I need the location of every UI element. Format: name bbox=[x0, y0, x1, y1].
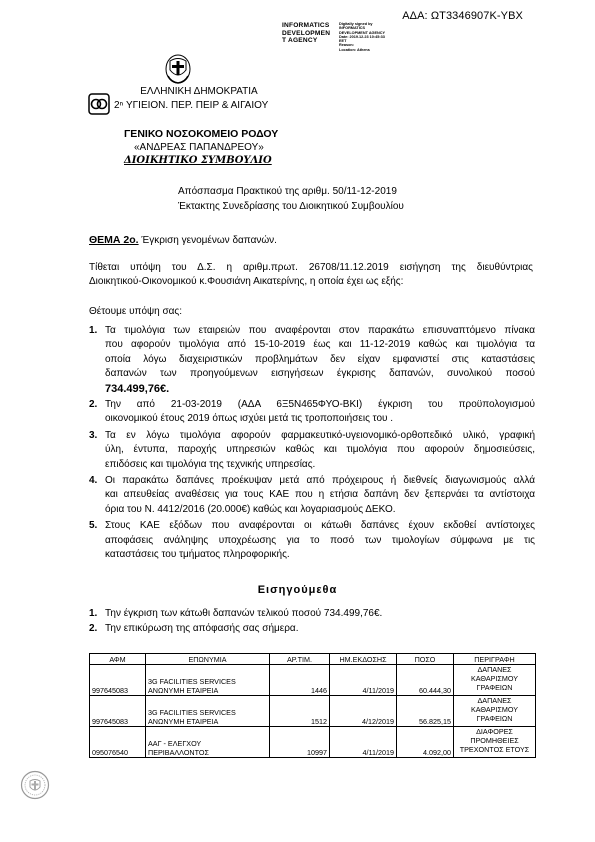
cell-invoice: 10997 bbox=[270, 727, 330, 758]
ada-code: ΑΔΑ: ΩΤ3346907Κ-ΥΒΧ bbox=[402, 10, 523, 22]
agency-name-line: T AGENCY bbox=[282, 37, 318, 45]
item-line: επιδόσεις και τιμολόγια της τεχνικής υπηρεσίας. bbox=[105, 458, 316, 470]
item-number: 2. bbox=[89, 399, 98, 411]
findings-list bbox=[89, 324, 535, 565]
name-line: ΑΝΩΝΥΜΗ ΕΤΑΙΡΕΙΑ bbox=[148, 686, 219, 695]
item-line: οποία λόγω διαχειριστικών προβλημάτων δεν είχαν εμφανιστεί στις καταστάσεις bbox=[105, 353, 535, 365]
item-line: Στους ΚΑΕ εξόδων που αναφέρονται οι κάτωθι δαπάνες έχουν εκδοθεί αντίστοιχες bbox=[105, 520, 535, 532]
column-header: ΕΠΩΝΥΜΙΑ bbox=[146, 654, 270, 665]
table-header-row bbox=[90, 654, 536, 665]
agency-name-line: INFORMATICS bbox=[282, 22, 330, 29]
name-line: ΑΑΓ - ΕΛΕΓΧΟΥ bbox=[148, 739, 202, 748]
cell-description bbox=[454, 727, 536, 758]
hospital-subtitle: «ΑΝΔΡΕΑΣ ΠΑΠΑΝΔΡΕΟΥ» bbox=[134, 142, 264, 153]
list-item bbox=[89, 519, 535, 562]
cell-afm: 997645083 bbox=[90, 696, 146, 727]
agency-name-line: DEVELOPMEN bbox=[282, 29, 331, 37]
subject bbox=[89, 234, 277, 246]
signature-line: Reason: bbox=[339, 43, 354, 48]
list-item bbox=[89, 429, 535, 472]
name-line: ΠΕΡΙΒΑΛΛΟΝΤΟΣ bbox=[148, 748, 209, 757]
desc-line: ΔΙΑΦΟΡΕΣ bbox=[476, 727, 513, 736]
health-region: 2ⁿ ΥΓΙΕΙΟΝ. ΠΕΡ. ΠΕΙΡ & ΑΙΓΑΙΟΥ bbox=[114, 100, 269, 111]
cell-name bbox=[146, 665, 270, 696]
desc-line: ΔΑΠΑΝΕΣ bbox=[477, 665, 512, 674]
name-line: 3G FACILITIES SERVICES bbox=[148, 677, 236, 686]
intro-line: Τίθεται υπόψη του Δ.Σ. η αριθμ.πρωτ. 26708/11.12.2019 εισήγηση της διευθύντριας bbox=[89, 262, 533, 273]
stamp-seal-icon bbox=[20, 770, 50, 800]
item-line: και απευθείας αναθέσεις για τους ΚΑΕ που η ετήσια δαπάνη δεν ξεπερνάει τα αντίστοιχα bbox=[105, 489, 535, 501]
list-item bbox=[89, 324, 535, 396]
desc-line: ΠΡΟΜΗΘΕΙΕΣ bbox=[470, 736, 519, 745]
item-number: 3. bbox=[89, 429, 98, 441]
cell-amount: 56.825,15 bbox=[397, 696, 454, 727]
item-number: 5. bbox=[89, 520, 98, 532]
column-header: ΗΜ.ΕΚΔΟΣΗΣ bbox=[330, 654, 397, 665]
item-line: δαπανών των προηγούμενων εισηγήσεων έγκρισης δαπανών, συνολικού ποσού bbox=[105, 368, 535, 380]
excerpt-line-2: Έκτακτης Συνεδρίασης του Διοικητικού Συμβουλίου bbox=[178, 201, 404, 212]
item-line: ύλη, έντυπα, παροχής υπηρεσιών καθώς και τιμολόγια που αφορούν δημοσιεύσεις, bbox=[105, 444, 535, 456]
item-line: οικονομικού έτους 2019 όπως ισχύει μετά τις τροποποιήσεις του . bbox=[105, 413, 394, 425]
item-number: 2. bbox=[89, 623, 98, 634]
desc-line: ΤΡΕΧΟΝΤΟΣ ΕΤΟΥΣ bbox=[459, 745, 530, 754]
cell-invoice: 1446 bbox=[270, 665, 330, 696]
item-line: όρια του Ν. 4412/2016 (20.000€) καθώς και λογαριασμούς ΔΕΚΟ. bbox=[105, 503, 396, 515]
propose-text: Θέτουμε υπόψη σας: bbox=[89, 306, 183, 317]
desc-line: ΚΑΘΑΡΙΣΜΟΥ bbox=[470, 705, 519, 714]
recommendation-text: Την έγκριση των κάτωθι δαπανών τελικού ποσού 734.499,76€. bbox=[105, 608, 383, 619]
subject-text: Έγκριση γενομένων δαπανών. bbox=[138, 235, 277, 246]
table-row bbox=[90, 727, 536, 758]
column-header: ΑΡ.ΤΙΜ. bbox=[270, 654, 330, 665]
cell-name bbox=[146, 696, 270, 727]
column-header: ΠΕΡΙΓΡΑΦΗ bbox=[454, 654, 536, 665]
total-amount: 734.499,76€. bbox=[105, 382, 170, 395]
signature-line: EET bbox=[339, 39, 347, 44]
cell-date: 4/11/2019 bbox=[330, 665, 397, 696]
item-number: 4. bbox=[89, 475, 98, 487]
item-number: 1. bbox=[89, 608, 98, 619]
expenses-table bbox=[89, 653, 536, 758]
desc-line: ΓΡΑΦΕΙΩΝ bbox=[476, 714, 513, 723]
name-line: 3G FACILITIES SERVICES bbox=[148, 708, 236, 717]
item-number: 1. bbox=[89, 325, 98, 336]
signature-line: Location: Athens bbox=[339, 47, 370, 52]
signature-line: DEVELOPMENT AGENCY bbox=[339, 30, 386, 35]
hospital-name: ΓΕΝΙΚΟ ΝΟΣΟΚΟΜΕΙΟ ΡΟΔΟΥ bbox=[124, 128, 279, 140]
column-header: ΠΟΣΟ bbox=[397, 654, 454, 665]
table-row bbox=[90, 665, 536, 696]
cell-description bbox=[454, 665, 536, 696]
board-title: ΔΙΟΙΚΗΤΙΚΟ ΣΥΜΒΟΥΛΙΟ bbox=[124, 155, 272, 166]
desc-line: ΚΑΘΑΡΙΣΜΟΥ bbox=[470, 674, 519, 683]
health-region-logo-icon bbox=[88, 93, 110, 115]
recommendation-item bbox=[89, 606, 535, 621]
desc-line: ΓΡΑΦΕΙΩΝ bbox=[476, 683, 513, 692]
excerpt-line-1: Απόσπασμα Πρακτικού της αριθμ. 50/11-12-2019 bbox=[178, 186, 397, 197]
recommendation-item bbox=[89, 621, 535, 636]
cell-afm: 997645083 bbox=[90, 665, 146, 696]
cell-invoice: 1512 bbox=[270, 696, 330, 727]
cell-name bbox=[146, 727, 270, 758]
desc-line: ΔΑΠΑΝΕΣ bbox=[477, 696, 512, 705]
item-line: καταστάσεις του τμήματος πληροφορικής. bbox=[105, 549, 290, 561]
greek-emblem-icon bbox=[165, 52, 191, 84]
republic-title: ΕΛΛΗΝΙΚΗ ΔΗΜΟΚΡΑΤΙΑ bbox=[140, 86, 258, 97]
item-line: Τα εν λόγω τιμολόγια αφορούν φαρμακευτικό-υγειονομικό-ορθοπεδικό υλικό, γραφική bbox=[105, 429, 535, 441]
intro-line: Διοικητικού-Οικονομικού κ.Φουσιάνη Αικατερίνης, η οποία έχει ως εξής: bbox=[89, 276, 404, 287]
list-item bbox=[89, 474, 535, 517]
cell-afm: 095076540 bbox=[90, 727, 146, 758]
column-header: ΑΦΜ bbox=[90, 654, 146, 665]
recommendations-list bbox=[89, 606, 535, 636]
cell-description bbox=[454, 696, 536, 727]
subject-label: ΘΕΜΑ 2ο. bbox=[89, 234, 139, 246]
signature-line: INFORMATICS bbox=[339, 26, 366, 31]
intro-paragraph bbox=[89, 261, 533, 289]
cell-date: 4/11/2019 bbox=[330, 727, 397, 758]
signature-line: Digitally signed by bbox=[339, 22, 373, 26]
list-item bbox=[89, 398, 535, 427]
cell-date: 4/12/2019 bbox=[330, 696, 397, 727]
signature-line: Date: 2019.12.23 10:45:33 bbox=[339, 34, 385, 39]
table-row bbox=[90, 696, 536, 727]
item-line: αποφάσεις ανάληψης υποχρέωσης για το ποσό των τιμολογίων σύμφωνα με τις bbox=[105, 534, 535, 546]
item-line: Τα τιμολόγια των εταιρειών που αναφέρονται στον παρακάτω επισυναπτόμενο πίνακα bbox=[105, 325, 535, 336]
name-line: ΑΝΩΝΥΜΗ ΕΤΑΙΡΕΙΑ bbox=[148, 717, 219, 726]
recommendation-text: Την επικύρωση της απόφασής σας σήμερα. bbox=[105, 623, 299, 634]
agency-name bbox=[282, 22, 336, 45]
recommend-title: Εισηγούμεθα bbox=[257, 584, 338, 596]
digital-signature bbox=[339, 22, 399, 52]
item-line: Οι παρακάτω δαπάνες προέκυψαν μετά από πρόχειρους ή διεθνείς διαγωνισμούς αλλά bbox=[105, 475, 535, 487]
cell-amount: 4.092,00 bbox=[397, 727, 454, 758]
item-line: που αφορούν τιμολόγια από 15-10-2019 έως και 11-12-2019 καθώς και τιμολόγια τα bbox=[105, 339, 535, 351]
cell-amount: 60.444,30 bbox=[397, 665, 454, 696]
item-line: Την από 21-03-2019 (ΑΔΑ 6Ξ5Ν465ΦΥΟ-ΒΚΙ) έγκριση του προϋπολογισμού bbox=[105, 399, 535, 411]
